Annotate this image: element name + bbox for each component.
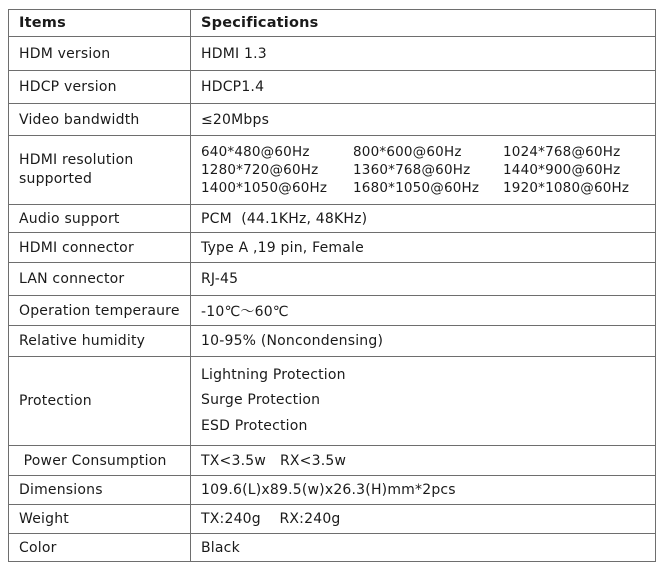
header-specifications: Specifications — [191, 10, 656, 37]
row-value: TX:240g RX:240g — [191, 505, 656, 534]
row-label: Power Consumption — [9, 446, 191, 476]
protection-list — [191, 357, 656, 446]
protection-item: Surge Protection — [201, 392, 321, 409]
row-value: 10-95% (Noncondensing) — [191, 326, 656, 357]
table-row — [9, 37, 656, 71]
row-label: Video bandwidth — [9, 104, 191, 136]
row-label: Color — [9, 534, 191, 562]
row-value: 109.6(L)x89.5(w)x26.3(H)mm*2pcs — [191, 476, 656, 505]
table-row — [9, 357, 656, 446]
header-items: Items — [9, 10, 191, 37]
table-row — [9, 104, 656, 136]
resolution-item: 1280*720@60Hz — [201, 162, 319, 178]
table-row — [9, 71, 656, 104]
table-row — [9, 136, 656, 205]
table-row — [9, 476, 656, 505]
protection-item: Lightning Protection — [201, 366, 346, 383]
resolution-item: 1440*900@60Hz — [503, 162, 621, 178]
specifications-table — [8, 9, 656, 562]
resolution-item: 1680*1050@60Hz — [353, 180, 480, 196]
resolution-item: 1024*768@60Hz — [503, 144, 621, 160]
row-label — [9, 136, 191, 205]
row-label: Audio support — [9, 205, 191, 233]
label-line: HDMI resolution — [19, 152, 134, 168]
resolution-item: 1400*1050@60Hz — [201, 180, 328, 196]
row-value: ≤20Mbps — [191, 104, 656, 136]
row-label: LAN connector — [9, 263, 191, 296]
table-header-row — [9, 10, 656, 37]
row-value: HDMI 1.3 — [191, 37, 656, 71]
table-row — [9, 446, 656, 476]
protection-item: ESD Protection — [201, 417, 308, 434]
resolution-item: 1920*1080@60Hz — [503, 180, 630, 196]
table-row — [9, 205, 656, 233]
table-row — [9, 534, 656, 562]
row-label: HDM version — [9, 37, 191, 71]
row-value: RJ-45 — [191, 263, 656, 296]
row-value: Type A ,19 pin, Female — [191, 233, 656, 263]
table-row — [9, 263, 656, 296]
table-row — [9, 326, 656, 357]
label-line: supported — [19, 171, 93, 187]
resolution-item: 640*480@60Hz — [201, 144, 310, 160]
row-label: Relative humidity — [9, 326, 191, 357]
row-label: Dimensions — [9, 476, 191, 505]
table-row — [9, 505, 656, 534]
row-value: TX<3.5w RX<3.5w — [191, 446, 656, 476]
row-label: Protection — [9, 357, 191, 446]
table-row — [9, 296, 656, 326]
row-value: HDCP1.4 — [191, 71, 656, 104]
resolution-list — [191, 136, 656, 205]
table-row — [9, 233, 656, 263]
row-value: -10℃～60℃ — [191, 296, 656, 326]
row-label: HDMI connector — [9, 233, 191, 263]
row-label: Weight — [9, 505, 191, 534]
row-value: PCM (44.1KHz, 48KHz) — [191, 205, 656, 233]
resolution-item: 800*600@60Hz — [353, 144, 462, 160]
resolution-item: 1360*768@60Hz — [353, 162, 471, 178]
row-label: Operation temperaure — [9, 296, 191, 326]
row-value: Black — [191, 534, 656, 562]
row-label: HDCP version — [9, 71, 191, 104]
